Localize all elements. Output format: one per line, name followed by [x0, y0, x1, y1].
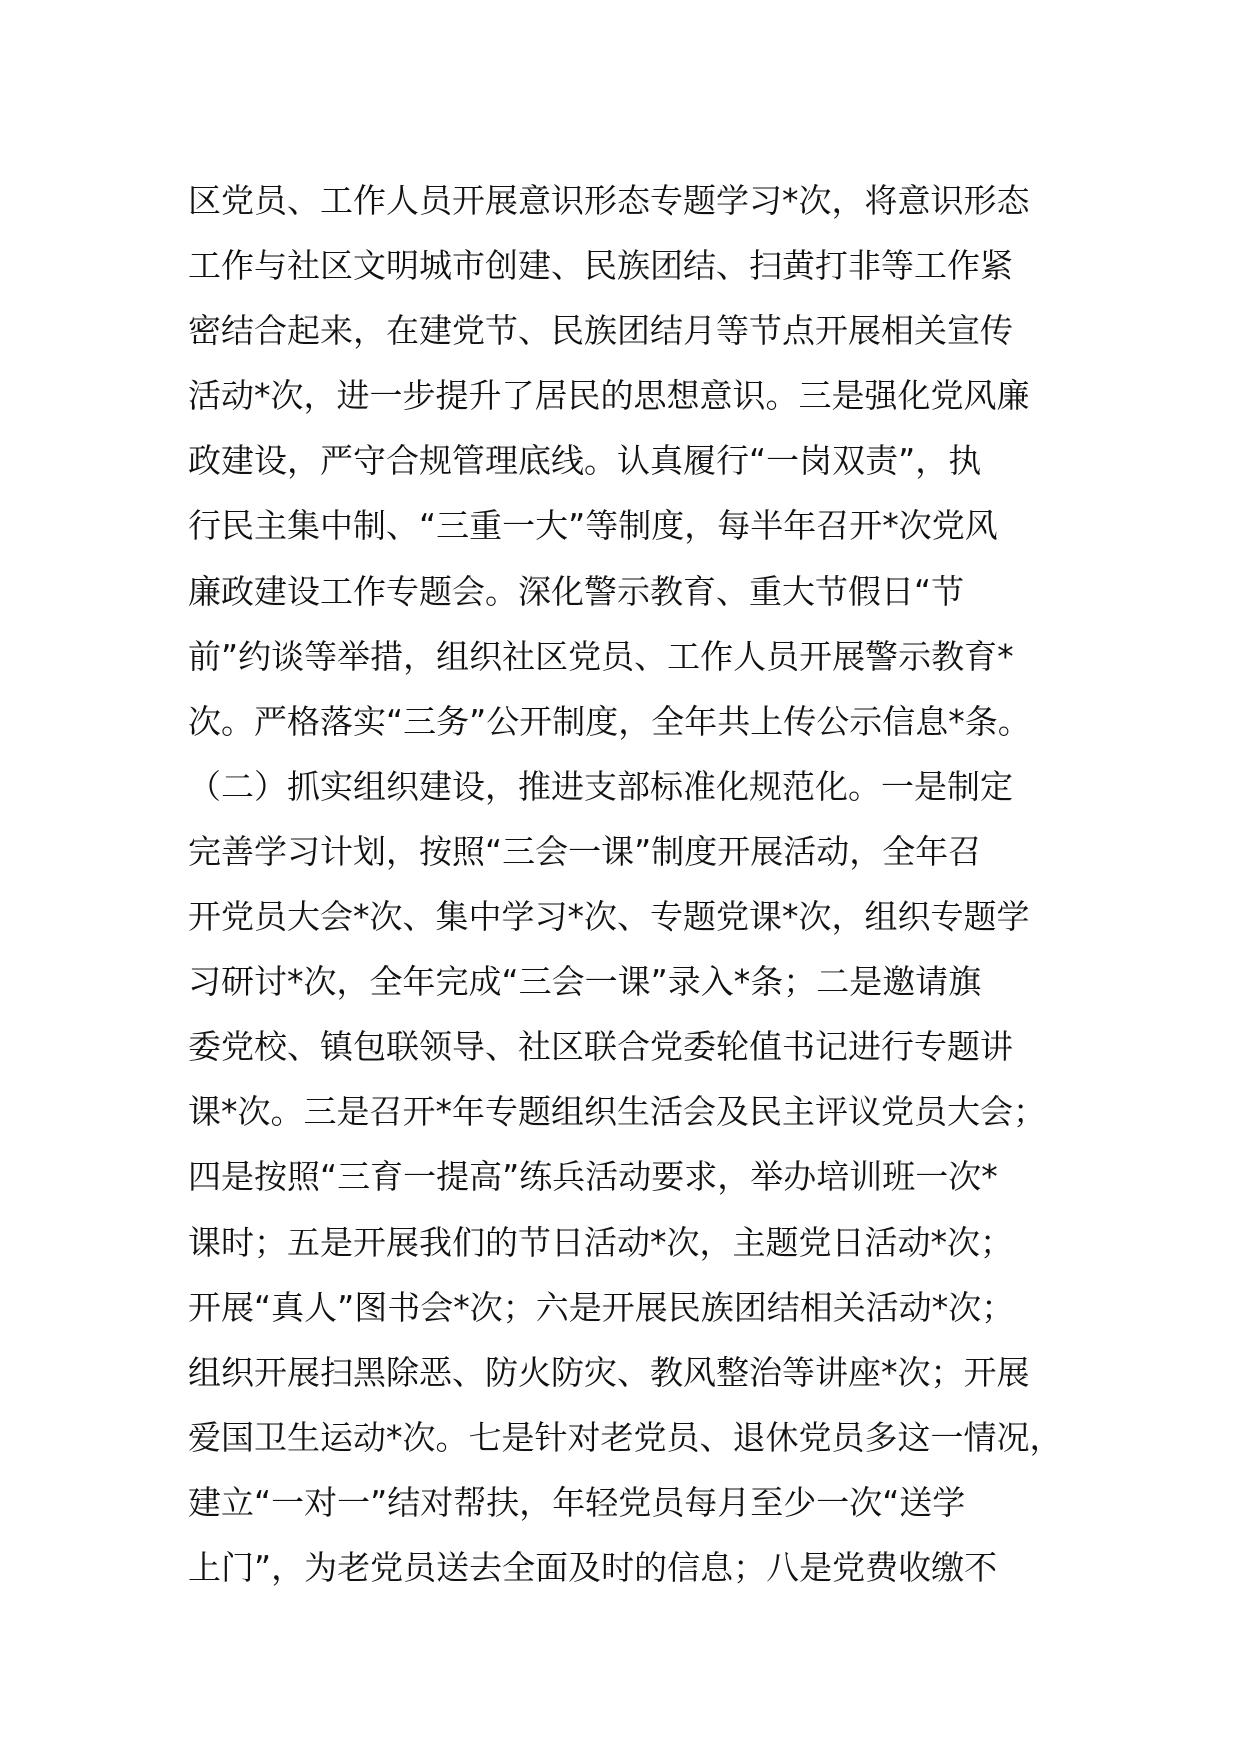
- text-line: 委党校、镇包联领导、社区联合党委轮值书记进行专题讲: [188, 1027, 1013, 1067]
- text-line: 组织开展扫黑除恶、防火防灾、教风整治等讲座*次；开展: [188, 1352, 1030, 1392]
- text-line: 次。严格落实“三务”公开制度，全年共上传公示信息*条。: [188, 701, 1031, 741]
- text-line: 政建设，严守合规管理底线。认真履行“一岗双责”，执: [188, 441, 982, 481]
- text-line: 活动*次，进一步提升了居民的思想意识。三是强化党风廉: [188, 376, 1030, 416]
- text-line: 爱国卫生运动*次。七是针对老党员、退休党员多这一情况，: [188, 1417, 1063, 1457]
- text-line: 完善学习计划，按照“三会一课”制度开展活动，全年召: [188, 831, 982, 871]
- section-heading-line: （二）抓实组织建设，推进支部标准化规范化。一是制定: [188, 766, 1013, 806]
- text-line: 区党员、工作人员开展意识形态专题学习*次，将意识形态: [188, 181, 1030, 220]
- text-line: 密结合起来，在建党节、民族团结月等节点开展相关宣传: [188, 311, 1013, 351]
- text-line: 习研讨*次，全年完成“三会一课”录入*条；二是邀请旗: [188, 962, 982, 1002]
- text-line: 四是按照“三育一提高”练兵活动要求，举办培训班一次*: [188, 1157, 998, 1197]
- body-text: [188, 168, 1088, 1600]
- text-line: 行民主集中制、“三重一大”等制度，每半年召开*次党风: [188, 506, 998, 546]
- text-line: 前”约谈等举措，组织社区党员、工作人员开展警示教育*: [188, 636, 1014, 676]
- text-line: 课时；五是开展我们的节日活动*次，主题党日活动*次；: [188, 1222, 1013, 1262]
- text-line: 工作与社区文明城市创建、民族团结、扫黄打非等工作紧: [188, 246, 1013, 286]
- text-line: 建立“一对一”结对帮扶，年轻党员每月至少一次“送学: [188, 1482, 966, 1522]
- text-line: 廉政建设工作专题会。深化警示教育、重大节假日“节: [188, 571, 965, 611]
- text-line: 课*次。三是召开*年专题组织生活会及民主评议党员大会；: [188, 1092, 1046, 1132]
- text-line: 开党员大会*次、集中学习*次、专题党课*次，组织专题学: [188, 897, 1030, 937]
- text-line: 上门”，为老党员送去全面及时的信息；八是党费收缴不: [188, 1547, 998, 1587]
- text-line: 开展“真人”图书会*次；六是开展民族团结相关活动*次；: [188, 1287, 1015, 1327]
